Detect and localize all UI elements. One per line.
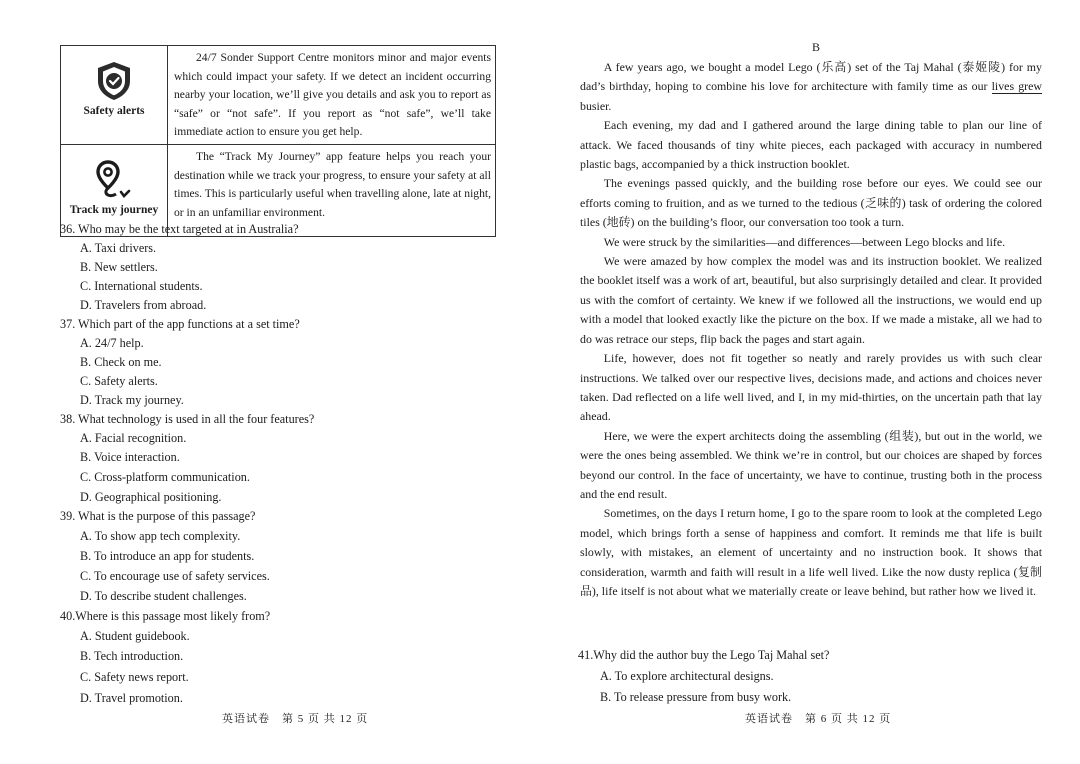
feature-table (60, 45, 496, 237)
option[interactable]: A. To explore architectural designs. (600, 669, 774, 683)
option[interactable]: C. Safety news report. (80, 670, 189, 684)
passage-paragraph: Sometimes, on the days I return home, I go to the spare room to look at the completed Lego model, which brings forth a sense of happiness and comfort. It reminds me that life is built slowly, with mistakes, an element of uncertainty and no instruction book. It shows that consideration, warmth and faith will result in a life well lived. Like the now dusty replica (复制品), life itself is not about what we materially create or leave behind, but rather how we lived it. (580, 506, 1042, 598)
page-footer: 英语试卷 第 5 页 共 12 页 (222, 713, 369, 725)
option[interactable]: D. Travel promotion. (80, 691, 183, 705)
option[interactable]: C. Cross-platform communication. (80, 470, 250, 484)
paragraph-text: A few years ago, we bought a model Lego (乐高) set of the Taj Mahal (泰姬陵) for my dad’s birthday, hoping to combine his love for architecture with family time as our (580, 60, 1042, 94)
right-page (540, 0, 1080, 764)
option[interactable]: B. New settlers. (80, 260, 158, 274)
option[interactable]: B. Tech introduction. (80, 649, 184, 663)
option[interactable]: A. To show app tech complexity. (80, 529, 241, 543)
option[interactable]: A. Taxi drivers. (80, 241, 157, 255)
option[interactable]: A. Facial recognition. (80, 431, 187, 445)
question-stem: 37. Which part of the app functions at a set time? (60, 317, 300, 331)
passage-paragraph: The evenings passed quickly, and the building rose before our eyes. We could see our efforts coming to fruition, and as we turned to the tedious (乏味的) task of ordering the colored tiles (地砖) on the building’s floor, our conversation too took a turn. (580, 176, 1042, 230)
passage-paragraph: Here, we were the expert architects doing the assembling (组装), but out in the world, we were the ones being assembled. We think we’re in control, but our choices are shaped by forces beyond our control. In the face of uncertainty, we have to continue, trusting both in the process and the end result. (580, 428, 1042, 501)
question-41-stem: 41.Why did the author buy the Lego Taj Mahal set? (578, 648, 830, 662)
passage-paragraph: We were amazed by how complex the model was and its instruction booklet. We realized the booklet itself was a work of art, beautiful, but also surprisingly detailed and clear. It provided us with the comfort of certainty. We knew if we followed all the instructions, we would end up with a model that looked exactly like the picture on the box. If we made a mistake, all we had to do was retrace our steps, flip back the pages and start again. (580, 254, 1042, 346)
question-stem: 38. What technology is used in all the four features? (60, 412, 315, 426)
section-label: B (812, 40, 821, 54)
option[interactable]: B. Voice interaction. (80, 450, 180, 464)
option[interactable]: B. To release pressure from busy work. (600, 690, 792, 704)
option[interactable]: C. To encourage use of safety services. (80, 569, 270, 583)
underlined-phrase: lives grew (991, 79, 1043, 94)
route-pin-icon (92, 158, 136, 202)
page-footer: 英语试卷 第 6 页 共 12 页 (745, 713, 892, 725)
feature-description-text: The “Track My Journey” app feature helps you reach your destination while we track your progress, to ensure your safety at all times. This is particularly useful when travelling alone, late at night, or in an unfamiliar environment. (174, 149, 491, 219)
option[interactable]: D. Travelers from abroad. (80, 298, 207, 312)
question-stem: 40.Where is this passage most likely from? (60, 609, 271, 623)
option[interactable]: A. 24/7 help. (80, 336, 144, 350)
option[interactable]: C. Safety alerts. (80, 374, 158, 388)
shield-check-icon (92, 59, 136, 103)
passage-paragraph: Each evening, my dad and I gathered around the large dining table to plan our line of attack. We faced thousands of tiny white pieces, each packaged with accuracy in numbered plastic bags, accompanied by a thick instruction booklet. (580, 118, 1042, 172)
feature-label: Track my journey (69, 203, 159, 216)
feature-description (168, 46, 496, 145)
reading-passage (580, 58, 1042, 601)
option[interactable]: A. Student guidebook. (80, 629, 190, 643)
question-stem: 39. What is the purpose of this passage? (60, 509, 256, 523)
passage-paragraph: We were struck by the similarities—and differences—between Lego blocks and life. (603, 234, 1006, 249)
question-stem: 36. Who may be the text targeted at in Australia? (60, 222, 299, 236)
feature-description-text: 24/7 Sonder Support Centre monitors minor and major events which could impact your safety. If we detect an incident occurring nearby your location, we’ll give you details and ask you to report as “safe” or “not safe”. If you report as “not safe”, we’ll take immediate action to ensure you get help. (174, 51, 491, 139)
option[interactable]: C. International students. (80, 279, 203, 293)
feature-label: Safety alerts (83, 105, 145, 117)
option[interactable]: D. Geographical positioning. (80, 490, 222, 504)
passage-paragraph (580, 58, 1042, 116)
option[interactable]: B. To introduce an app for students. (80, 549, 255, 563)
feature-row-safety-alerts (61, 46, 496, 145)
option[interactable]: D. Track my journey. (80, 393, 184, 407)
feature-icon-cell (61, 46, 168, 145)
option[interactable]: D. To describe student challenges. (80, 589, 247, 603)
passage-paragraph: Life, however, does not fit together so neatly and rarely provides us with such clear instructions. We talked over our respective lives, decisions made, and actions and choices never taken. Dad reflected on a life well lived, and I, in my mid-thirties, on the uncertain path that lay ahead. (580, 351, 1042, 424)
paragraph-text: busier. (580, 98, 612, 113)
option[interactable]: B. Check on me. (80, 355, 162, 369)
